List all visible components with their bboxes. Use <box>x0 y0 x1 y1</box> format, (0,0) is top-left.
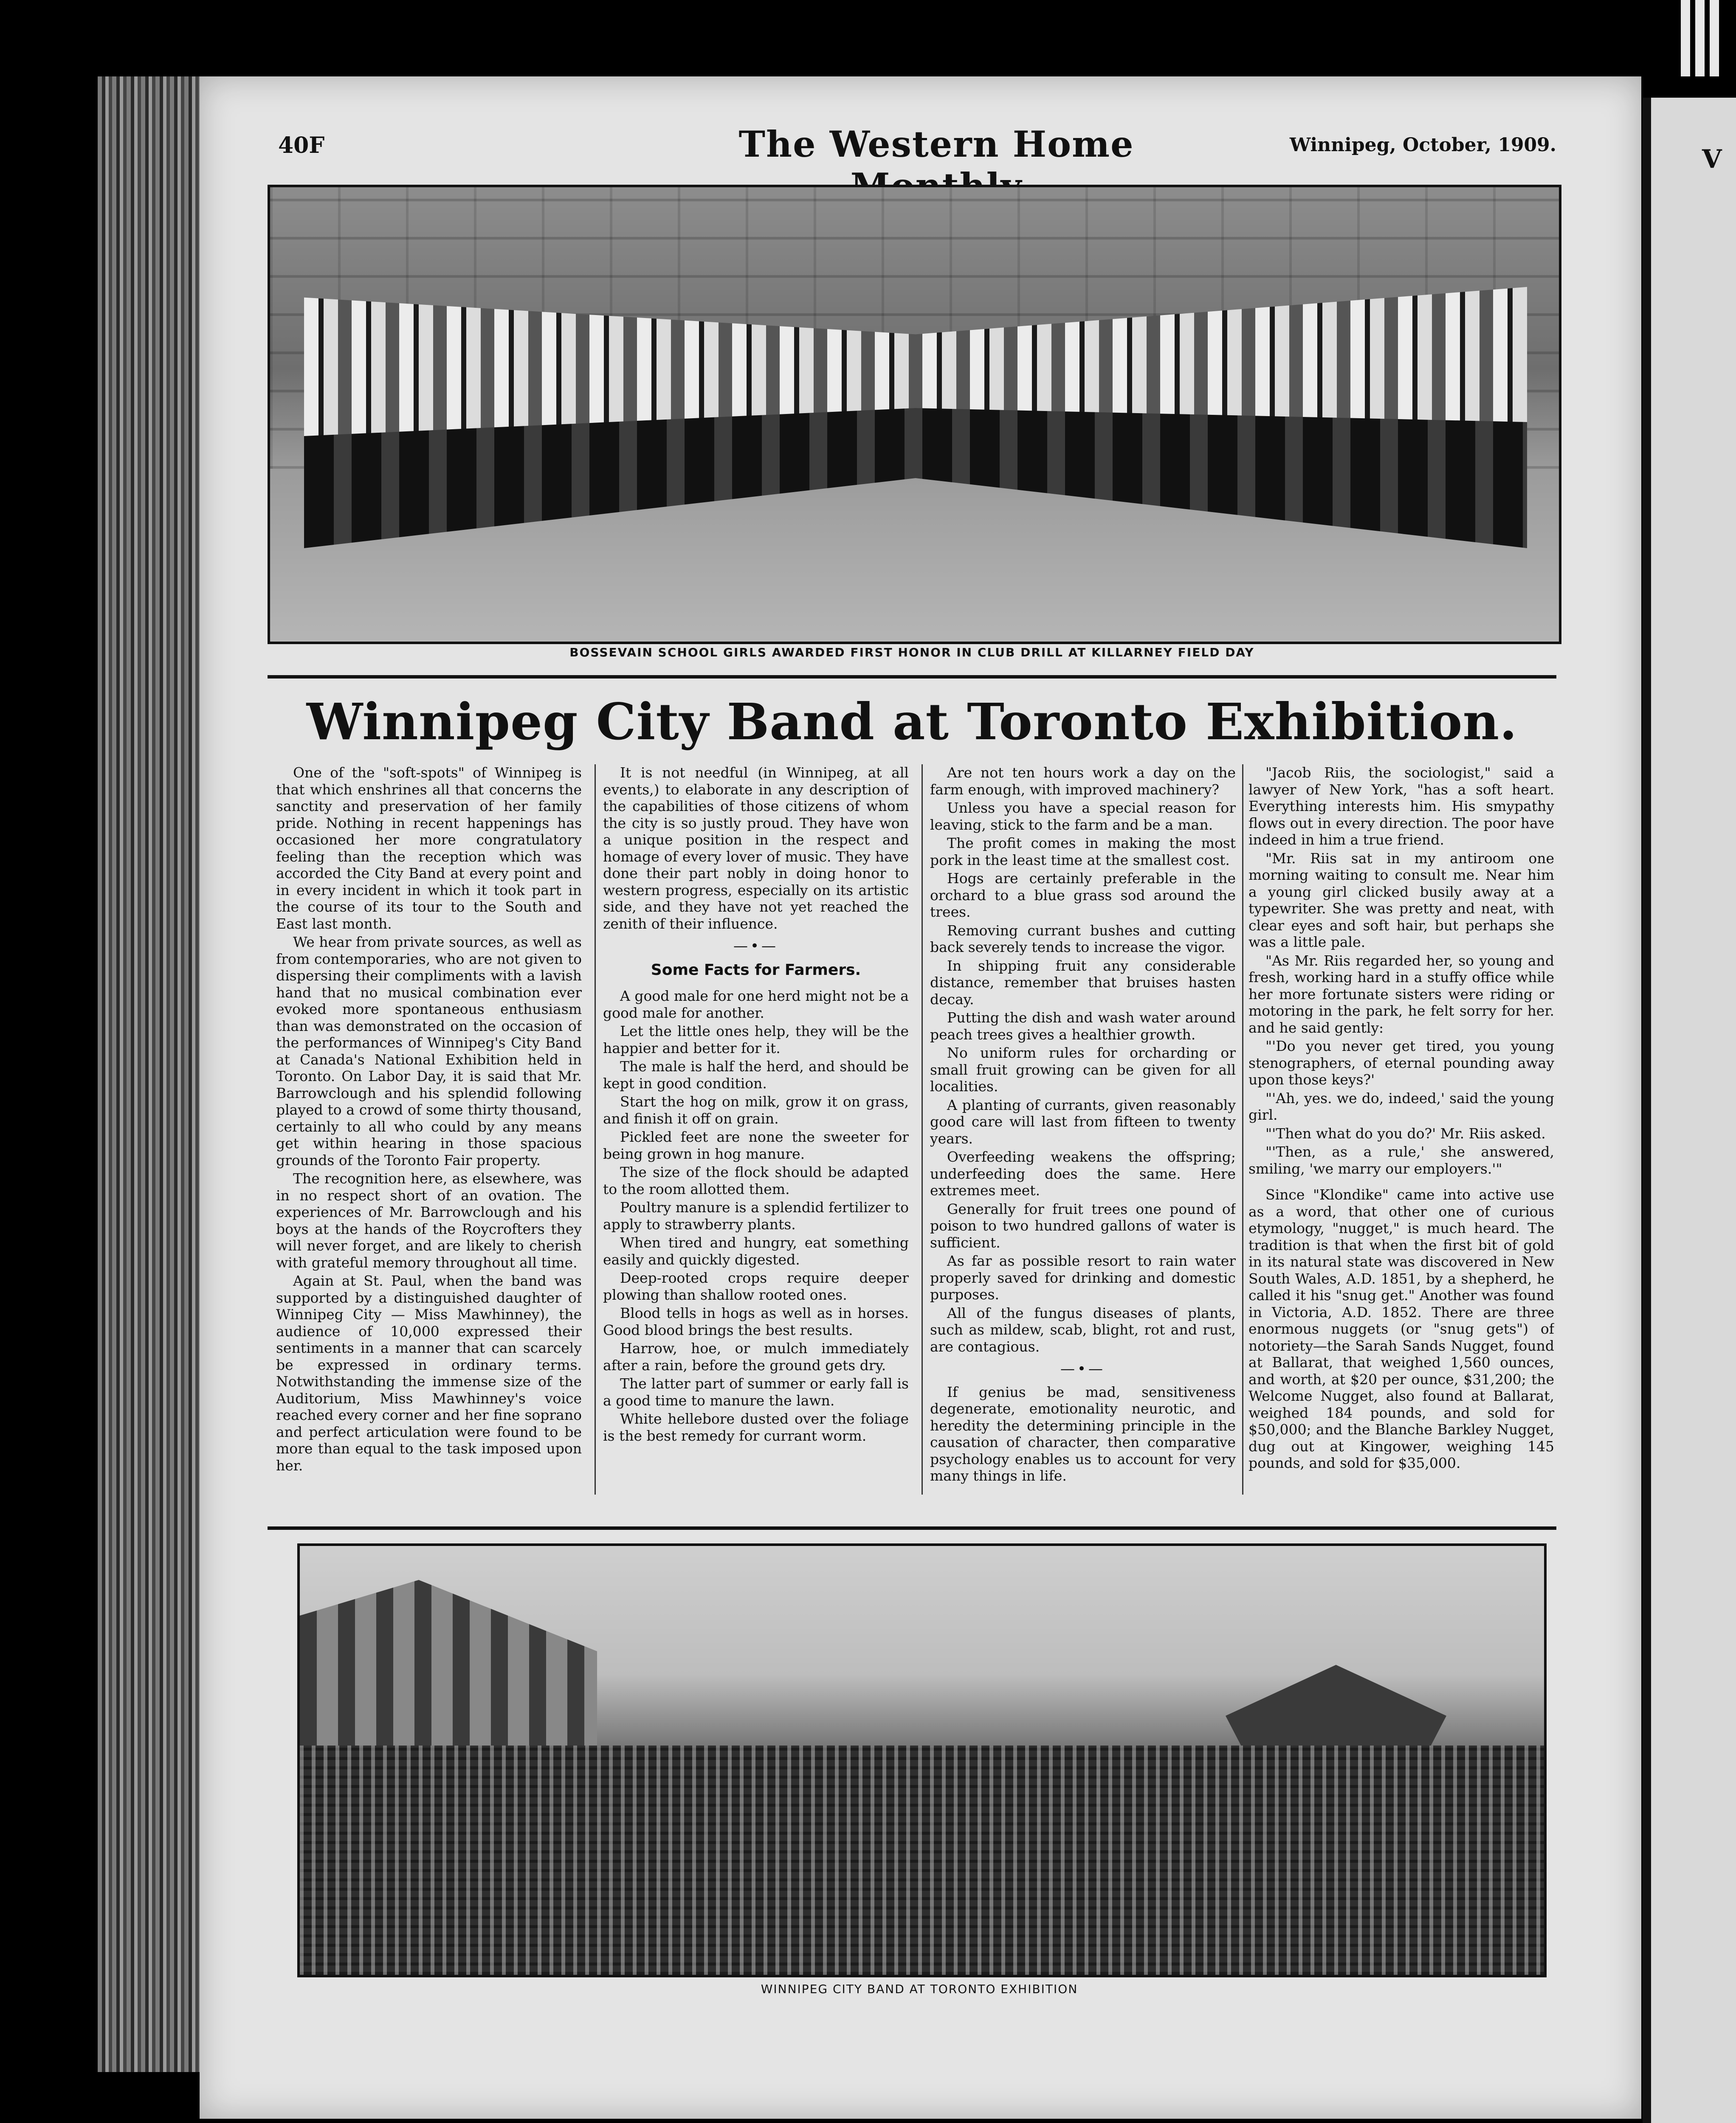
farmer-fact: Deep-rooted crops require deeper plowing than shallow rooted ones. <box>603 1270 909 1303</box>
farmer-fact: Are not ten hours work a day on the farm enough, with improved machinery? <box>930 764 1236 798</box>
farmer-fact: Unless you have a special reason for leaving, stick to the farm and be a man. <box>930 800 1236 833</box>
newspaper-page <box>200 76 1641 2119</box>
crowd <box>300 1746 1544 1975</box>
section-rule <box>268 675 1556 679</box>
riis-paragraph: "Mr. Riis sat in my antiroom one morning waiting to consult me. Near him a young girl clicked busily away at a typewriter. She was pretty and neat, with clear eyes and soft hair, but perhaps she was a little pale. <box>1248 850 1554 950</box>
farmer-fact: In shipping fruit any considerable distance, remember that bruises hasten decay. <box>930 957 1236 1008</box>
article-paragraph: We hear from private sources, as well as from contemporaries, who are not given to dispersing their compliments with a lavish hand that no musical combination ever evoked more spontaneous enthusiasm than was demonstrated on the occasion of the performances of Winnipeg's City Band at Canada's National Exhibition held in Toronto. On Labor Day, it is said that Mr. Barrowclough and his splendid following played to a crowd of some thirty thousand, certainly to all who could by any means get within hearing in those spacious grounds of the Toronto Fair property. <box>276 934 582 1168</box>
genius-paragraph: If genius be mad, sensitiveness degenerate, emotionality neurotic, and heredity the determining principle in the causation of character, then comparative psychology enables us to account for very many things in life. <box>930 1383 1236 1484</box>
binding-marks-top <box>1681 0 1719 76</box>
next-page-edge <box>1643 98 1736 2123</box>
masthead: The Western Home <box>738 123 1134 165</box>
band-exhibition-photo <box>297 1543 1547 1977</box>
riis-paragraph: "'Do you never get tired, you young stenographers, of eternal pounding away upon those keys?' <box>1248 1038 1554 1088</box>
exhibition-building <box>300 1580 597 1758</box>
article-paragraph: The recognition here, as elsewhere, was in no respect short of an ovation. The experiences of Mr. Barrowclough and his boys at the hands of the Roycrofters they will never forget, and are likely to cherish with grateful memory throughout all time. <box>276 1170 582 1271</box>
farmer-fact: When tired and hungry, eat something easily and quickly digested. <box>603 1234 909 1268</box>
farmer-fact: Harrow, hoe, or mulch immediately after a rain, before the ground gets dry. <box>603 1340 909 1374</box>
article-columns <box>276 764 1554 1503</box>
top-photo-caption: BOSSEVAIN SCHOOL GIRLS AWARDED FIRST HONOR IN CLUB DRILL AT KILLARNEY FIELD DAY <box>569 645 1254 659</box>
farmer-fact: The male is half the herd, and should be kept in good condition. <box>603 1058 909 1092</box>
farmer-fact: Putting the dish and wash water around peach trees gives a healthier growth. <box>930 1009 1236 1043</box>
page-number: 40F <box>278 132 325 158</box>
page-header <box>278 123 1556 174</box>
farmer-fact: The size of the flock should be adapted to the room allotted them. <box>603 1164 909 1197</box>
riis-paragraph: "'Ah, yes. we do, indeed,' said the young girl. <box>1248 1090 1554 1123</box>
ornament-divider: —•— <box>733 938 779 955</box>
column-3 <box>930 764 1236 1503</box>
farmer-fact: The latter part of summer or early fall is a good time to manure the lawn. <box>603 1375 909 1409</box>
farmer-fact: No uniform rules for orcharding or small fruit growing can be given for all localities. <box>930 1045 1236 1095</box>
school-girls-photo <box>268 185 1561 644</box>
riis-paragraph: "As Mr. Riis regarded her, so young and fresh, working hard in a stuffy office while her more fortunate sisters were riding or motoring in the park, he felt sorry for her. and he said gently: <box>1248 952 1554 1036</box>
farmer-fact: A good male for one herd might not be a good male for another. <box>603 988 909 1021</box>
farmer-fact: Overfeeding weakens the offspring; underfeeding does the same. Here extremes meet. <box>930 1149 1236 1199</box>
dateline: Winnipeg, October, 1909. <box>1289 134 1556 156</box>
bound-volume-edge <box>98 76 204 2072</box>
farmer-fact: All of the fungus diseases of plants, such as mildew, scab, blight, rot and rust, are contagious. <box>930 1304 1236 1355</box>
farmer-fact: Start the hog on milk, grow it on grass, and finish it off on grain. <box>603 1093 909 1127</box>
nugget-paragraph: Since "Klondike" came into active use as a word, that other one of curious etymology, "nugget," is much heard. The tradition is that when the first bit of gold in its natural state was discovered in New South Wales, A.D. 1851, by a shepherd, he called it his "snug get." Another was found in Victoria, A.D. 1852. There are three enormous nuggets (or "snug gets") of notoriety—the Sarah Sands Nugget, found at Ballarat, that weighed 1,560 ounces, and worth, at $20 per ounce, $31,200; the Welcome Nugget, also found at Ballarat, weighed 184 pounds, and sold for $50,000; and the Blanche Barkley Nugget, dug out at Kingower, weighing 145 pounds, and sold for $35,000. <box>1248 1186 1554 1471</box>
article-paragraph: One of the "soft-spots" of Winnipeg is that which enshrines all that concerns the sanctity and preservation of her family pride. Nothing in recent happenings has occasioned her more congratulatory feeling than the reception which was accorded the City Band at every point and in every incident in which it took part in the course of its tour to the South and East last month. <box>276 764 582 932</box>
farmer-fact: Blood tells in hogs as well as in horses. Good blood brings the best results. <box>603 1305 909 1338</box>
farmer-fact: Pickled feet are none the sweeter for being grown in hog manure. <box>603 1129 909 1162</box>
section-rule <box>268 1526 1556 1530</box>
column-1 <box>276 764 582 1503</box>
farmer-fact: As far as possible resort to rain water properly saved for drinking and domestic purposes. <box>930 1253 1236 1303</box>
farmer-fact: Let the little ones help, they will be the happier and better for it. <box>603 1023 909 1056</box>
riis-paragraph: "'Then, as a rule,' she answered, smiling, 'we marry our employers.'" <box>1248 1143 1554 1177</box>
farmer-fact: A planting of currants, given reasonably good care will last from fifteen to twenty years. <box>930 1096 1236 1147</box>
column-4 <box>1248 764 1554 1503</box>
farmer-fact: Generally for fruit trees one pound of poison to two hundred gallons of water is sufficient. <box>930 1200 1236 1251</box>
riis-paragraph: "Jacob Riis, the sociologist," said a lawyer of New York, "has a soft heart. Everything interests him. His smypathy flows out in every direction. The poor have indeed in him a true friend. <box>1248 764 1554 848</box>
farmer-fact: White hellebore dusted over the foliage is the best remedy for currant worm. <box>603 1411 909 1444</box>
article-title: Winnipeg City Band at Toronto Exhibition. <box>306 692 1518 751</box>
farmers-heading: Some Facts for Farmers. <box>651 961 861 979</box>
girls-line-skirts <box>304 408 1527 548</box>
riis-paragraph: "'Then what do you do?' Mr. Riis asked. <box>1265 1125 1546 1142</box>
column-2 <box>603 764 909 1503</box>
bottom-photo-caption: WINNIPEG CITY BAND AT TORONTO EXHIBITION <box>761 1982 1078 1996</box>
article-paragraph: It is not needful (in Winnipeg, at all events,) to elaborate in any description of the capabilities of those citizens of whom the city is so justly proud. They have won a unique position in the respect and homage of every lover of music. They have done their part nobly in doing honor to western progress, especially on its artistic side, and they have not yet reached the zenith of their influence. <box>603 764 909 932</box>
farmer-fact: Removing currant bushes and cutting back severely tends to increase the vigor. <box>930 922 1236 955</box>
next-page-glyph: V <box>1702 144 1722 174</box>
farmer-fact: Hogs are certainly preferable in the orchard to a blue grass sod around the trees. <box>930 870 1236 920</box>
farmer-fact: Poultry manure is a splendid fertilizer to apply to strawberry plants. <box>603 1199 909 1233</box>
ornament-divider: —•— <box>1060 1360 1106 1377</box>
bandstand-pavilion <box>1226 1665 1446 1750</box>
farmer-fact: The profit comes in making the most pork in the least time at the smallest cost. <box>930 835 1236 868</box>
article-paragraph: Again at St. Paul, when the band was supported by a distinguished daughter of Winnipeg City — Miss Mawhinney), the audience of 10,000 expressed their sentiments in a manner that can scarcely be expressed in ordinary terms. Notwithstanding the immense size of the Auditorium, Miss Mawhinney's voice reached every corner and her fine soprano and perfect articulation were found to be more than equal to the task imposed upon her. <box>276 1273 582 1474</box>
